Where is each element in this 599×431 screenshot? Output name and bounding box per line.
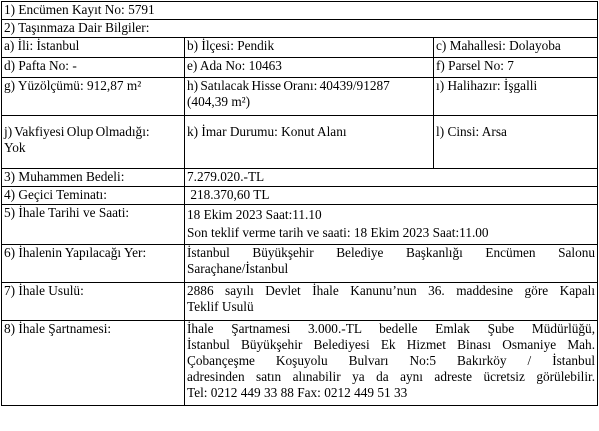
- tender-location-line-2: Saraçhane/İstanbul: [187, 261, 289, 276]
- zoning-status-cell: k) İmar Durumu: Konut Alanı: [185, 116, 434, 169]
- table-row: [2, 2, 598, 20]
- deposit-value: 218.370,60 TL: [185, 187, 598, 205]
- tender-date-value: [185, 205, 598, 245]
- table-row: [2, 321, 598, 406]
- specification-line-2: İstanbul Büyükşehir Belediyesi Ek Hizmet Binası Osmaniye Mah.: [187, 337, 596, 352]
- neighborhood-cell: c) Mahallesi: Dolayoba: [434, 38, 598, 58]
- tender-method-label: 7) İhale Usulü:: [2, 283, 185, 321]
- tender-date-line: 18 Ekim 2023 Saat:11.10: [187, 207, 322, 222]
- parcel-number-cell: f) Parsel No: 7: [434, 58, 598, 78]
- specification-value: [185, 321, 598, 406]
- table-row: [2, 116, 598, 169]
- table-row: [2, 78, 598, 116]
- tender-method-line-2: Teklif Usulü: [187, 299, 254, 314]
- specification-line-3: Çobançeşme Koşuyolu Bulvarı No:5 Bakırköy / İstanbul: [187, 353, 596, 368]
- table-row: [2, 187, 598, 205]
- province-cell: a) İli: İstanbul: [2, 38, 185, 58]
- deposit-label: 4) Geçici Teminatı:: [2, 187, 185, 205]
- specification-label: 8) İhale Şartnamesi:: [2, 321, 185, 406]
- estimated-value: 7.279.020.-TL: [185, 169, 598, 187]
- specification-line-4: adresinden satın alınabilir ya da aynı adreste ücretsiz görülebilir.: [187, 369, 596, 384]
- bid-deadline-line: Son teklif verme tarih ve saati: 18 Ekim 2023 Saat:11.00: [187, 225, 489, 240]
- table-row: [2, 20, 598, 38]
- tender-location-line-1: İstanbul Büyükşehir Belediye Başkanlığı Encümen Salonu: [187, 245, 596, 260]
- registry-number: 1) Encümen Kayıt No: 5791: [2, 2, 598, 20]
- table-row: [2, 205, 598, 245]
- table-row: [2, 58, 598, 78]
- map-sheet-cell: d) Pafta No: -: [2, 58, 185, 78]
- share-ratio-line-1: h) Satılacak Hisse Oranı: 40439/91287: [187, 78, 390, 93]
- block-number-cell: e) Ada No: 10463: [185, 58, 434, 78]
- area-cell: g) Yüzölçümü: 912,87 m²: [2, 78, 185, 116]
- share-ratio-line-2: (404,39 m²): [187, 94, 251, 109]
- property-info-heading: 2) Taşınmaza Dair Bilgiler:: [2, 20, 598, 38]
- table-row: [2, 283, 598, 321]
- current-status-cell: ı) Halihazır: İşgalli: [434, 78, 598, 116]
- share-ratio-cell: [185, 78, 434, 116]
- tender-info-table: [1, 1, 598, 406]
- specification-line-1: İhale Şartnamesi 3.000.-TL bedelle Emlak Şube Müdürlüğü,: [187, 321, 596, 336]
- tender-date-label: 5) İhale Tarihi ve Saati:: [2, 205, 185, 245]
- tender-method-line-1: 2886 sayılı Devlet İhale Kanunu’nun 36. maddesine göre Kapalı: [187, 283, 596, 298]
- tender-location-label: 6) İhalenin Yapılacağı Yer:: [2, 245, 185, 283]
- district-cell: b) İlçesi: Pendik: [185, 38, 434, 58]
- table-row: [2, 38, 598, 58]
- table-row: [2, 245, 598, 283]
- table-row: [2, 169, 598, 187]
- tender-location-value: [185, 245, 598, 283]
- property-type-cell: l) Cinsi: Arsa: [434, 116, 598, 169]
- foundation-status-line-2: Yok: [4, 140, 26, 155]
- foundation-status-line-1: j) Vakfiyesi Olup Olmadığı:: [4, 124, 150, 139]
- tender-method-value: [185, 283, 598, 321]
- estimated-value-label: 3) Muhammen Bedeli:: [2, 169, 185, 187]
- foundation-status-cell: [2, 116, 185, 169]
- specification-contact-line: Tel: 0212 449 33 88 Fax: 0212 449 51 33: [187, 385, 408, 400]
